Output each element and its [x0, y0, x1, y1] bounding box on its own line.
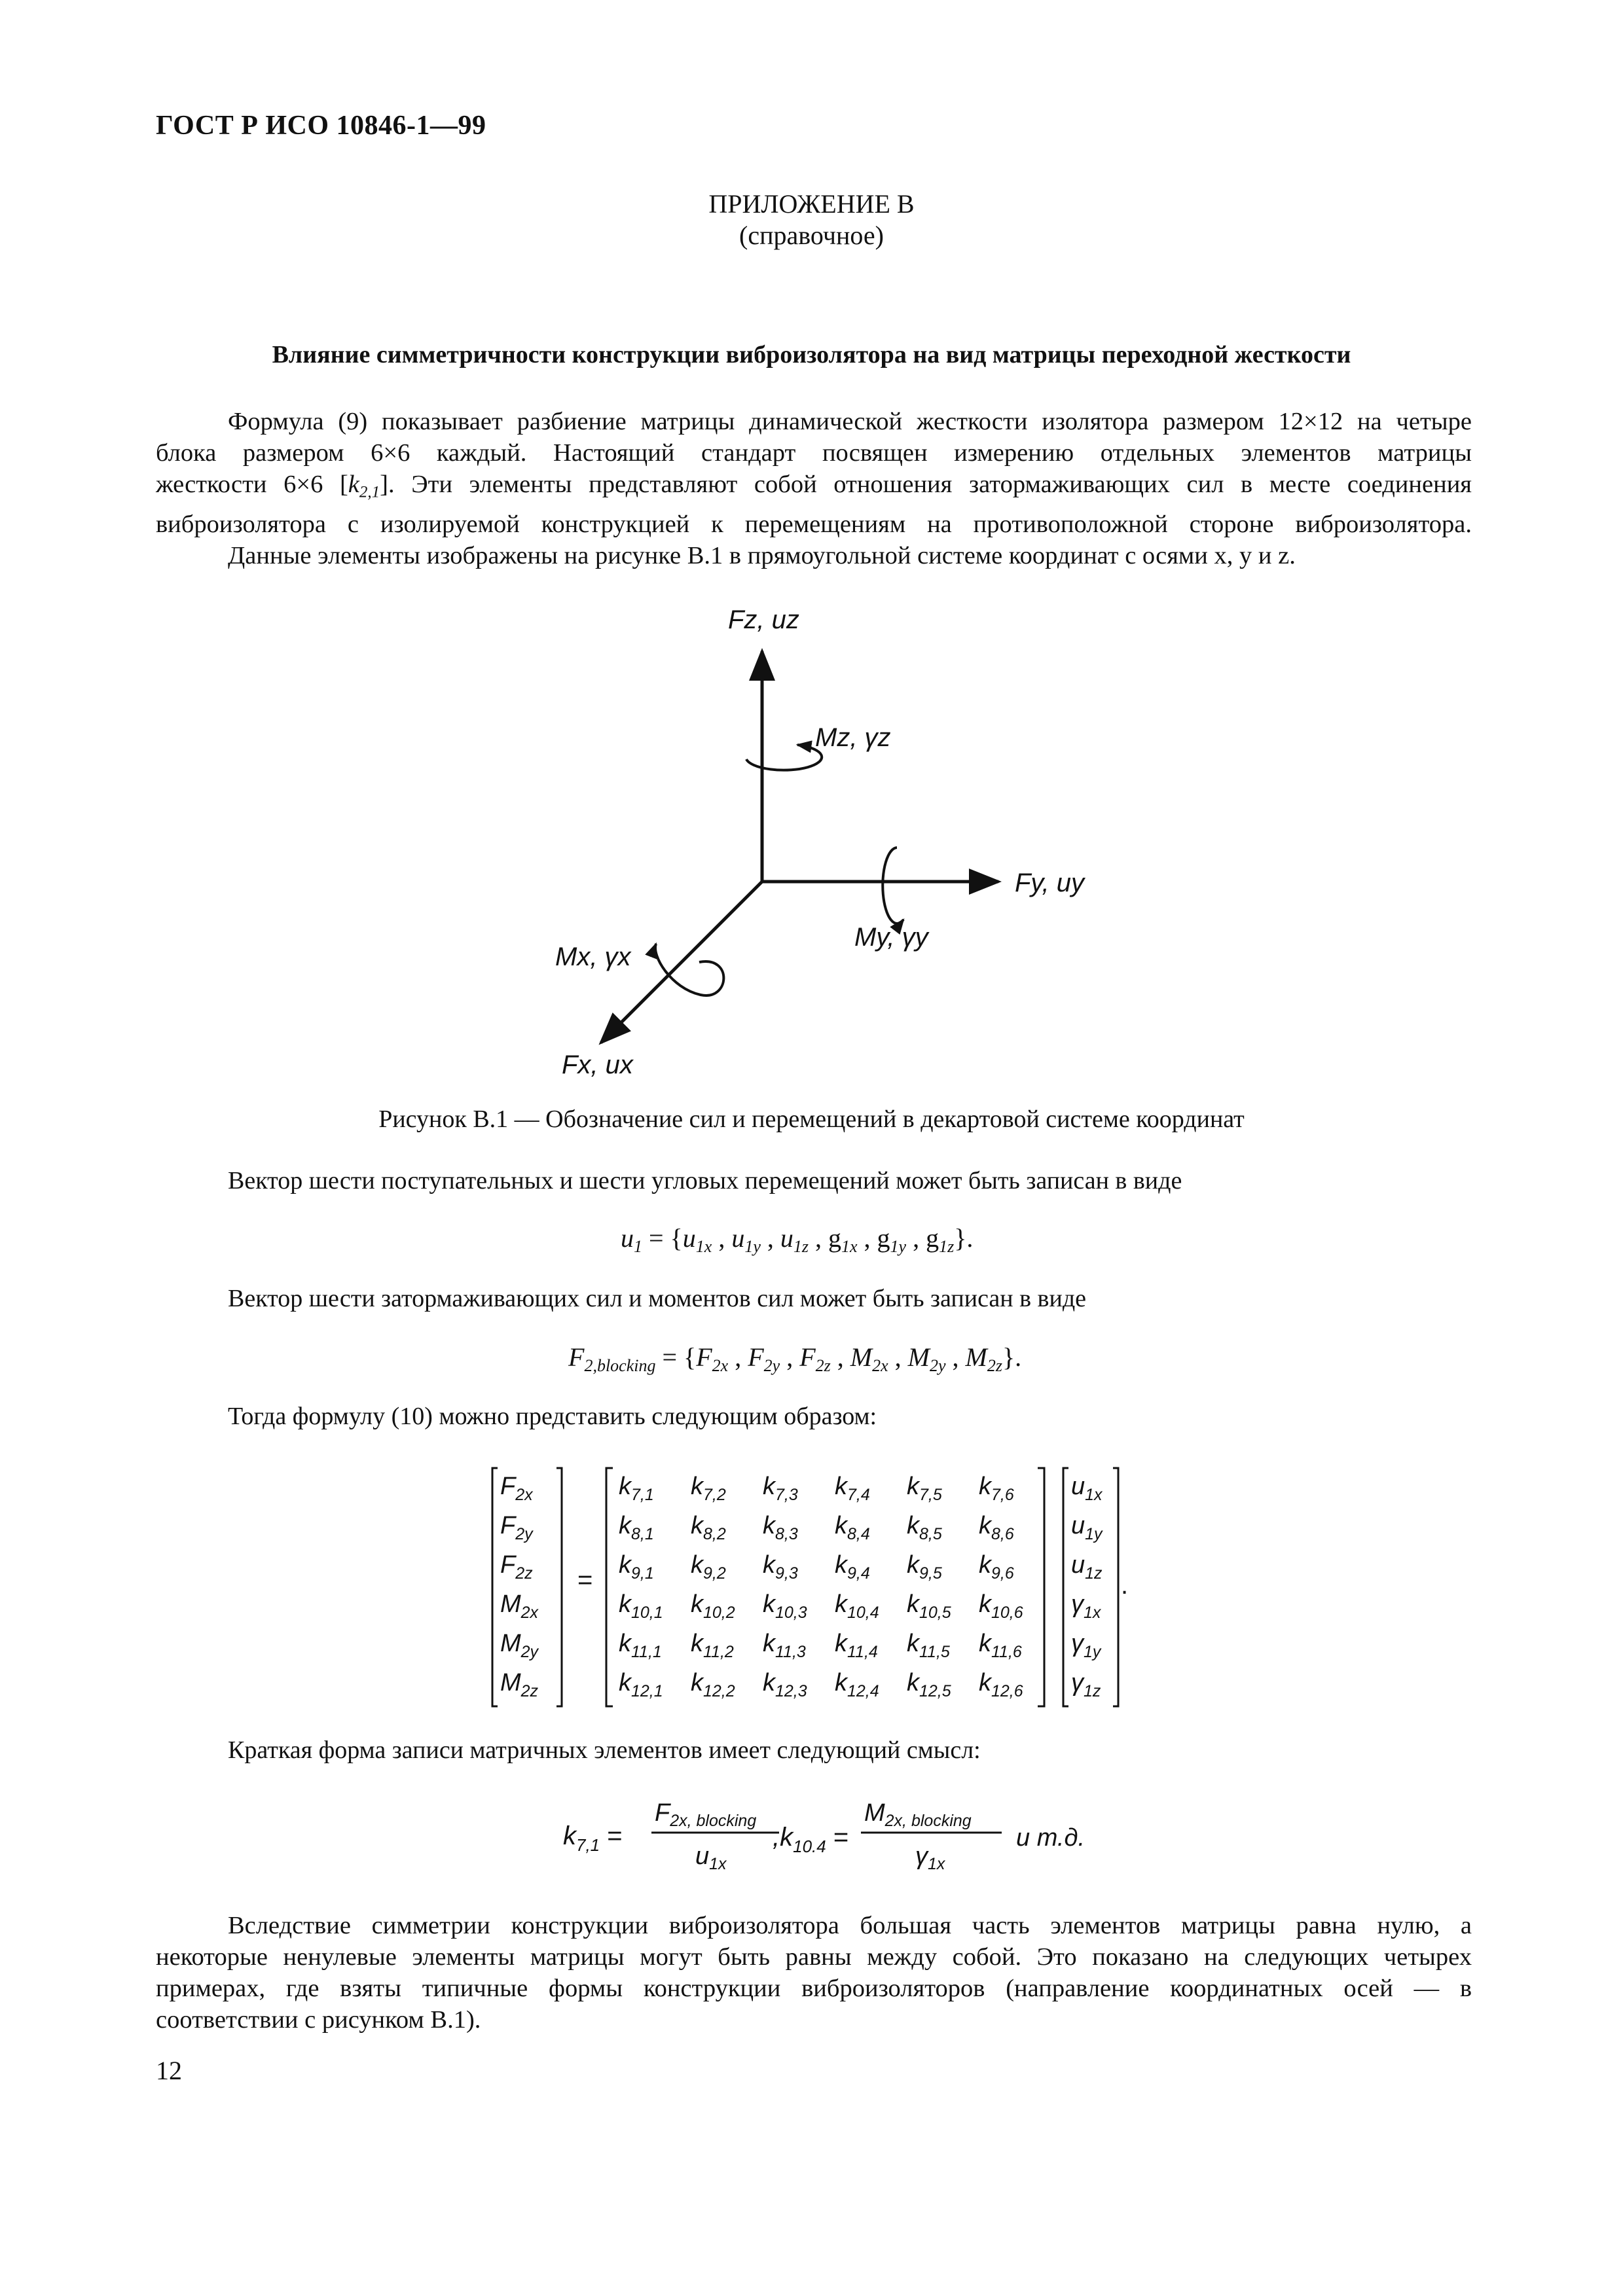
stiffness-matrix-entry: $k_{7,2}$	[691, 1473, 726, 1504]
stiffness-matrix-entry: $k_{8,2}$	[691, 1512, 726, 1543]
stiffness-matrix-entry: $k_{11,2}$	[691, 1630, 734, 1661]
stiffness-matrix-entry: $k_{9,2}$	[691, 1551, 726, 1583]
stiffness-matrix-entry: $k_{11,3}$	[763, 1630, 806, 1661]
document-header: ГОСТ Р ИСО 10846-1—99	[156, 111, 486, 141]
stiffness-matrix-entry: $k_{8,4}$	[835, 1512, 870, 1543]
stiffness-matrix-entry: $k_{10,3}$	[763, 1590, 807, 1622]
force-vector-entry: $F_{2x}$	[500, 1473, 533, 1504]
paragraph-line: Вследствие симметрии конструкции виброизолятора большая часть элементов матрицы равна нулю, а	[228, 1912, 1472, 1939]
etc-text: и т.д.	[1016, 1824, 1085, 1852]
stiffness-matrix-entry: $k_{12,1}$	[619, 1669, 663, 1700]
force-vector-entry: $M_{2z}$	[500, 1669, 539, 1700]
svg-text:,k10.4 =: $,k_{10.4}$ =	[773, 1823, 849, 1856]
displacement-vector-formula: $u_1 = \{u_{1x}$ , $u_{1y}$ , $u_{1z}$ , $g_{1x}$ , $g_{1y}$ , $g_{1z}$}.	[621, 1223, 974, 1256]
stiffness-matrix-entry: $k_{10,6}$	[979, 1590, 1023, 1622]
stiffness-matrix-entry: $k_{9,5}$	[907, 1551, 942, 1583]
stiffness-matrix-entry: $k_{12,3}$	[763, 1669, 807, 1700]
stiffness-matrix-entry: $k_{9,4}$	[835, 1551, 870, 1583]
stiffness-matrix-entry: $k_{12,4}$	[835, 1669, 879, 1700]
displacement-vector-entry: $\gamma_{1x}$	[1071, 1590, 1101, 1622]
svg-text:=: =	[577, 1566, 593, 1594]
stiffness-matrix-entry: $k_{10,1}$	[619, 1590, 663, 1622]
paragraph-line: жесткости 6×6 $[k_{2,1}]$. Эти элементы представляют собой отношения затормаживающих сил в месте соединения	[156, 471, 1472, 501]
displacement-vector-entry: $\gamma_{1z}$	[1071, 1669, 1101, 1700]
forces-vector-formula: $F_{2,blocking} = \{F_{2x}$ , $F_{2y}$ , $F_{2z}$ , $M_{2x}$ , $M_{2y}$ , $M_{2z}$}.	[568, 1342, 1022, 1375]
stiffness-matrix-entry: $k_{8,5}$	[907, 1512, 942, 1543]
vector-forces-text: Вектор шести затормаживающих сил и моментов сил может быть записан в виде	[228, 1285, 1087, 1312]
coordinate-system-figure	[511, 589, 1113, 1100]
mx-label: Mx, γx	[555, 942, 631, 971]
stiffness-matrix-entry: $k_{10,4}$	[835, 1590, 879, 1622]
appendix-title: ПРИЛОЖЕНИЕ В	[708, 189, 915, 219]
fz-label: Fz, uz	[728, 605, 799, 634]
paragraph-line: некоторые ненулевые элементы матрицы могут быть равны между собой. Это показано на следующих четырех	[156, 1943, 1472, 1971]
stiffness-matrix-entry: $k_{8,3}$	[763, 1512, 798, 1543]
matrix-equation	[484, 1463, 1152, 1712]
figure-caption: Рисунок В.1 — Обозначение сил и перемещений в декартовой системе координат	[378, 1105, 1245, 1133]
svg-text:k7,1 =: $k_{7,1}$ =	[563, 1821, 623, 1855]
svg-text:.: .	[1121, 1571, 1129, 1600]
svg-text:u1x: $u_{1x}$	[695, 1842, 727, 1873]
z-rotation-arrow	[746, 745, 822, 770]
page-number: 12	[156, 2056, 182, 2085]
stiffness-matrix-entry: $k_{10,5}$	[907, 1590, 951, 1622]
fraction-formula	[550, 1787, 1085, 1885]
fy-label: Fy, uy	[1015, 869, 1084, 897]
force-vector-entry: $M_{2y}$	[500, 1630, 539, 1661]
stiffness-matrix-entry: $k_{12,5}$	[907, 1669, 951, 1700]
then-text: Тогда формулу (10) можно представить следующим образом:	[228, 1403, 877, 1430]
stiffness-matrix-entry: $k_{7,1}$	[619, 1473, 654, 1504]
stiffness-matrix-entry: $k_{10,2}$	[691, 1590, 735, 1622]
stiffness-matrix-entry: $k_{9,3}$	[763, 1551, 798, 1583]
stiffness-matrix-entry: $k_{8,1}$	[619, 1512, 654, 1543]
force-vector-entry: $F_{2z}$	[500, 1551, 533, 1583]
short-form-text: Краткая форма записи матричных элементов имеет следующий смысл:	[228, 1736, 981, 1764]
paragraph-line: блока размером 6×6 каждый. Настоящий стандарт посвящен измерению отдельных элементов матрицы	[156, 439, 1472, 467]
stiffness-matrix-entry: $k_{11,6}$	[979, 1630, 1022, 1661]
stiffness-matrix-entry: $k_{7,6}$	[979, 1473, 1014, 1504]
svg-text:F2x, blocking: $F_{2x, blocking}$	[655, 1799, 757, 1830]
paragraph-line: соответствии с рисунком В.1).	[156, 2006, 481, 2034]
paragraph-symmetry	[156, 1910, 1472, 2036]
stiffness-matrix-entry: $k_{7,3}$	[763, 1473, 798, 1504]
fx-label: Fx, ux	[562, 1050, 633, 1079]
stiffness-matrix-entry: $k_{12,6}$	[979, 1669, 1023, 1700]
force-vector-entry: $F_{2y}$	[500, 1512, 533, 1543]
paragraph-line: Формула (9) показывает разбиение матрицы динамической жесткости изолятора размером 12×12 на четыре	[228, 408, 1472, 435]
displacement-vector-entry: $\gamma_{1y}$	[1071, 1630, 1101, 1661]
mz-label: Mz, γz	[815, 723, 891, 752]
displacement-vector-entry: $u_{1z}$	[1071, 1551, 1103, 1583]
paragraph-line: примерах, где взяты типичные формы конструкции виброизоляторов (направление координатных осей — в	[156, 1975, 1472, 2002]
x-rotation-arrow	[655, 944, 723, 996]
svg-text:M2x, blocking: $M_{2x, blocking}$	[864, 1799, 972, 1830]
force-vector-entry: $M_{2x}$	[500, 1590, 539, 1622]
vector-displacement-text: Вектор шести поступательных и шести угловых перемещений может быть записан в виде	[228, 1167, 1182, 1194]
y-rotation-arrow	[883, 848, 903, 924]
stiffness-matrix-entry: $k_{11,5}$	[907, 1630, 950, 1661]
stiffness-matrix-entry: $k_{9,1}$	[619, 1551, 654, 1583]
paragraph-intro	[156, 406, 1472, 571]
paragraph-line: виброизолятора с изолируемой конструкцией к перемещениям на противоположной стороне виброизолятора.	[156, 510, 1472, 538]
stiffness-matrix-entry: $k_{12,2}$	[691, 1669, 735, 1700]
svg-text:γ1x: $\gamma_{1x}$	[915, 1842, 945, 1873]
paragraph-line: Данные элементы изображены на рисунке В.1 в прямоугольной системе координат с осями x, y и z.	[228, 541, 1296, 569]
stiffness-matrix-entry: $k_{8,6}$	[979, 1512, 1014, 1543]
my-label: My, γy	[854, 923, 928, 952]
stiffness-matrix-entry: $k_{9,6}$	[979, 1551, 1014, 1583]
stiffness-matrix-entry: $k_{11,4}$	[835, 1630, 878, 1661]
section-title: Влияние симметричности конструкции виброизолятора на вид матрицы переходной жесткости	[272, 341, 1351, 368]
displacement-vector-entry: $u_{1y}$	[1071, 1512, 1103, 1543]
appendix-subtitle: (справочное)	[739, 221, 884, 250]
stiffness-matrix-entry: $k_{7,4}$	[835, 1473, 870, 1504]
stiffness-matrix-entry: $k_{7,5}$	[907, 1473, 942, 1504]
stiffness-matrix-entry: $k_{11,1}$	[619, 1630, 662, 1661]
displacement-vector-entry: $u_{1x}$	[1071, 1473, 1103, 1504]
